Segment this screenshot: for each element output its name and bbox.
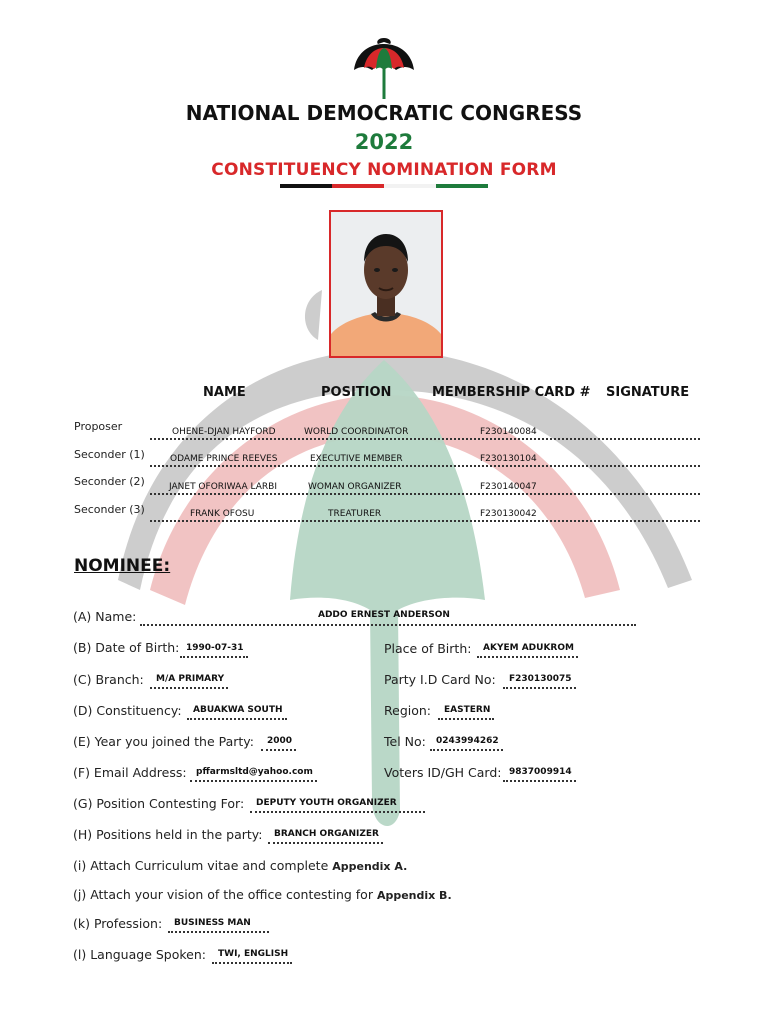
tel-label: Tel No: [384, 734, 426, 749]
proposer-signature-line[interactable] [150, 438, 700, 440]
positions-held-value[interactable]: BRANCH ORGANIZER [268, 828, 383, 844]
row-label-seconder-2: Seconder (2) [74, 475, 145, 488]
flag-bar-white [384, 184, 436, 188]
profession-value[interactable]: BUSINESS MAN [168, 917, 269, 933]
watermark-gray-tip-left [305, 290, 322, 340]
proposer-position: WORLD COORDINATOR [304, 427, 409, 437]
row-label-seconder-1: Seconder (1) [74, 448, 145, 461]
region-label: Region: [384, 703, 432, 718]
flag-bar-red [332, 184, 384, 188]
position-contesting-label: (G) Position Contesting For: [73, 796, 245, 811]
nominee-heading: NOMINEE: [74, 556, 171, 576]
proposer-name: OHENE-DJAN HAYFORD [172, 427, 276, 437]
nominee-portrait [331, 212, 441, 356]
vision-instruction [73, 887, 452, 902]
dob-label: (B) Date of Birth: [73, 640, 180, 655]
seconder-3-card: F230130042 [480, 509, 537, 519]
form-year: 2022 [354, 130, 414, 154]
seconder-3-position: TREATURER [328, 509, 382, 519]
language-label: (l) Language Spoken: [73, 947, 206, 962]
partyid-label: Party I.D Card No: [384, 672, 496, 687]
form-title: CONSTITUENCY NOMINATION FORM [211, 160, 557, 180]
seconder-1-name: ODAME PRINCE REEVES [170, 454, 278, 464]
dob-value[interactable]: 1990-07-31 [180, 642, 248, 658]
seconder-1-position: EXECUTIVE MEMBER [310, 454, 403, 464]
tel-value[interactable]: 0243994262 [430, 735, 503, 751]
name-label: (A) Name: [73, 609, 137, 624]
ndc-umbrella-logo [350, 36, 418, 102]
seconder-1-signature-line[interactable] [150, 465, 700, 467]
branch-value[interactable]: M/A PRIMARY [150, 673, 228, 689]
seconder-3-signature-line[interactable] [150, 520, 700, 522]
constituency-value[interactable]: ABUAKWA SOUTH [187, 704, 287, 720]
voters-value[interactable]: 9837009914 [503, 766, 576, 782]
region-value[interactable]: EASTERN [438, 704, 494, 720]
constituency-label: (D) Constituency: [73, 703, 182, 718]
header-name: NAME [203, 385, 246, 400]
profession-label: (k) Profession: [73, 916, 163, 931]
pob-value[interactable]: AKYEM ADUKROM [477, 642, 578, 658]
seconder-2-card: F230140047 [480, 482, 537, 492]
branch-label: (C) Branch: [73, 672, 144, 687]
proposer-card: F230140084 [480, 427, 537, 437]
year-joined-value[interactable]: 2000 [261, 735, 296, 751]
cv-instruction [73, 858, 407, 873]
email-value[interactable]: pffarmsltd@yahoo.com [190, 766, 317, 782]
header-position: POSITION [321, 385, 392, 400]
flag-bar-black [280, 184, 332, 188]
header-signature: SIGNATURE [606, 385, 690, 400]
positions-held-label: (H) Positions held in the party: [73, 827, 263, 842]
language-value[interactable]: TWI, ENGLISH [212, 948, 292, 964]
position-contesting-value[interactable]: DEPUTY YOUTH ORGANIZER [250, 797, 425, 813]
row-label-proposer: Proposer [74, 420, 123, 433]
seconder-2-position: WOMAN ORGANIZER [308, 482, 402, 492]
voters-label: Voters ID/GH Card: [384, 765, 502, 780]
seconder-2-name: JANET OFORIWAA LARBI [169, 482, 277, 492]
vision-appendix: Appendix B. [376, 889, 452, 902]
partyid-value[interactable]: F230130075 [503, 673, 576, 689]
cv-appendix: Appendix A. [332, 860, 408, 873]
vision-text: (j) Attach your vision of the office contesting for [73, 887, 377, 902]
pob-label: Place of Birth: [384, 641, 472, 656]
seconder-2-signature-line[interactable] [150, 493, 700, 495]
cv-text: (i) Attach Curriculum vitae and complete [73, 858, 333, 873]
header-membership-card: MEMBERSHIP CARD # [432, 385, 591, 400]
seconder-1-card: F230130104 [480, 454, 537, 464]
year-joined-label: (E) Year you joined the Party: [73, 734, 254, 749]
nominee-photo [329, 210, 443, 358]
seconder-3-name: FRANK OFOSU [190, 509, 255, 519]
row-label-seconder-3: Seconder (3) [74, 503, 145, 516]
name-field-line[interactable] [140, 624, 636, 626]
org-name: NATIONAL DEMOCRATIC CONGRESS [185, 101, 583, 125]
flag-bar-green [436, 184, 488, 188]
name-value: ADDO ERNEST ANDERSON [318, 610, 450, 620]
email-label: (F) Email Address: [73, 765, 187, 780]
